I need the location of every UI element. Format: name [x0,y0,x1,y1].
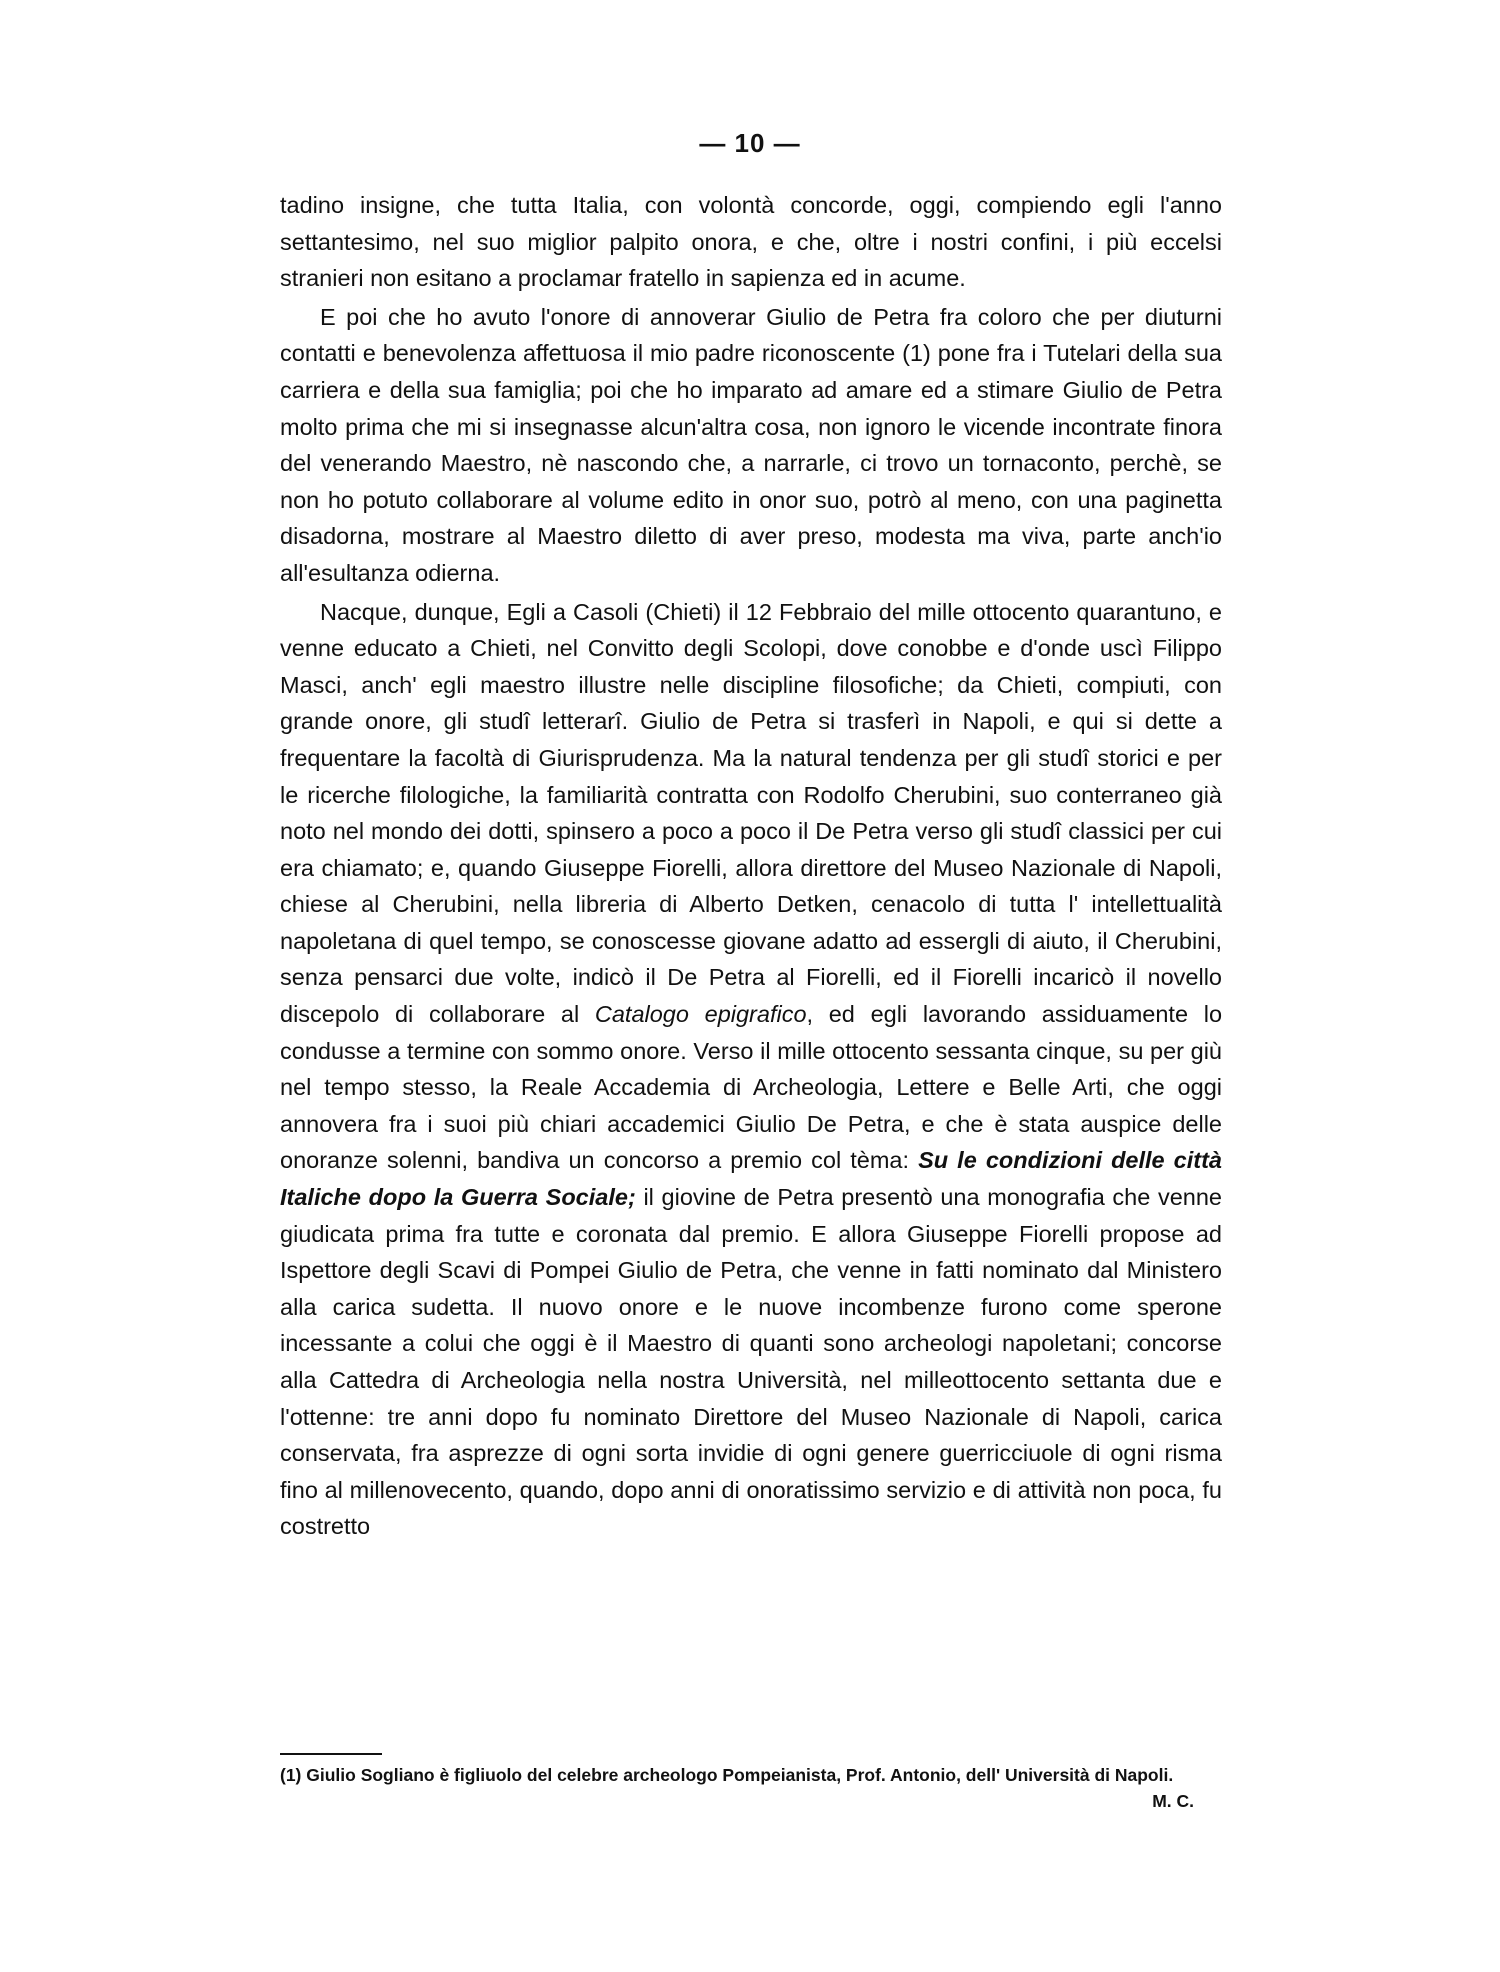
italic-catalogo: Catalogo epigrafico [594,1001,807,1028]
paragraph-3-start: Nacque, dunque, Egli a Casoli (Chieti) il 12 Febbraio del mille ottocento quarantuno, e venne educato a Chieti, nel Convitto degli Scolopi, dove conobbe e d'onde uscì Filippo Masci, anch' egli maestro illustre nelle discipline filosofiche; da Chieti, compiuti, con grande onore, gli studî letterarî. Giulio de Petra si trasferì in Napoli, e qui si dette a frequentare la facoltà di Giurisprudenza. Ma la natural tendenza per gli studî storici e per le ricerche filologiche, la familiarità contratta con Rodolfo Cherubini, suo conterraneo già noto nel mondo dei dotti, spinsero a poco a poco il De Petra verso gli studî classici per cui era chiamato; e, quando Giuseppe Fiorelli, allora direttore del Museo Nazionale di Napoli, chiese al Cherubini, nella libreria di Alberto Detken, cenacolo di tutta l' intellettualità napoletana di quel tempo, se conoscesse giovane adatto ad essergli di aiuto, il Cherubini, senza pensarci due volte, indicò il De Petra al Fiorelli, ed il Fiorelli incaricò il novello discepolo di collaborare al [280,598,1222,1028]
paragraph-3-middle: , ed egli lavorando assiduamente lo condusse a termine con sommo onore. Verso il mille ottocento sessanta cinque, su per giù nel tempo stesso, la Reale Accademia di Archeologia, Lettere e Belle Arti, che oggi annovera fra i suoi più chiari accademici Giulio De Petra, e che è stata auspice delle onoranze solenni, bandiva un concorso a premio col tèma: [280,1001,1223,1174]
paragraph-3-end: il giovine de Petra presentò una monografia che venne giudicata prima fra tutte e coronata dal premio. E allora Giuseppe Fiorelli propose ad Ispettore degli Scavi di Pompei Giulio de Petra, che venne in fatti nominato dal Ministero alla carica sudetta. Il nuovo onore e le nuove incombenze furono come sperone incessante a colui che oggi è il Maestro di quanti sono archeologi napoletani; concorse alla Cattedra di Archeologia nella nostra Università, nel milleottocento settanta due e l'ottenne: tre anni dopo fu nominato Direttore del Museo Nazionale di Napoli, carica conservata, fra asprezze di ogni sorta invidie di ogni genere guerricciuole di ogni risma fino al millenovecento, quando, dopo anni di onoratissimo servizio e di attività non poca, fu costretto [280,1184,1222,1540]
footnote-divider [280,1753,382,1755]
footnote-text: (1) Giulio Sogliano è figliuolo del celebre archeologo Pompeianista, Prof. Antonio, dell' Università di Napoli. [280,1765,1174,1785]
page-number: — 10 — [699,128,801,158]
body-text [280,187,1222,1547]
italic-tema: Su le condizioni delle città Italiche dopo la Guerra Sociale; [280,1147,1222,1211]
footnote [280,1762,1222,1814]
paragraph-1: tadino insigne, che tutta Italia, con volontà concorde, oggi, compiendo egli l'anno settantesimo, nel suo miglior palpito onora, e che, oltre i nostri confini, i più eccelsi stranieri non esitano a proclamar fratello in sapienza ed in acume. [280,192,1222,292]
paragraph-2: E poi che ho avuto l'onore di annoverar Giulio de Petra fra coloro che per diuturni contatti e benevolenza affettuosa il mio padre riconoscente (1) pone fra i Tutelari della sua carriera e della sua famiglia; poi che ho imparato ad amare ed a stimare Giulio de Petra molto prima che mi si insegnasse alcun'altra cosa, non ignoro le vicende incontrate finora del venerando Maestro, nè nascondo che, a narrarle, ci trovo un tornaconto, perchè, se non ho potuto collaborare al volume edito in onor suo, potrò al meno, con una paginetta disadorna, mostrare al Maestro diletto di aver preso, modesta ma viva, parte anch'io all'esultanza odierna. [280,303,1222,586]
footnote-signature: M. C. [1152,1791,1194,1811]
paragraph-3 [280,594,1222,1545]
